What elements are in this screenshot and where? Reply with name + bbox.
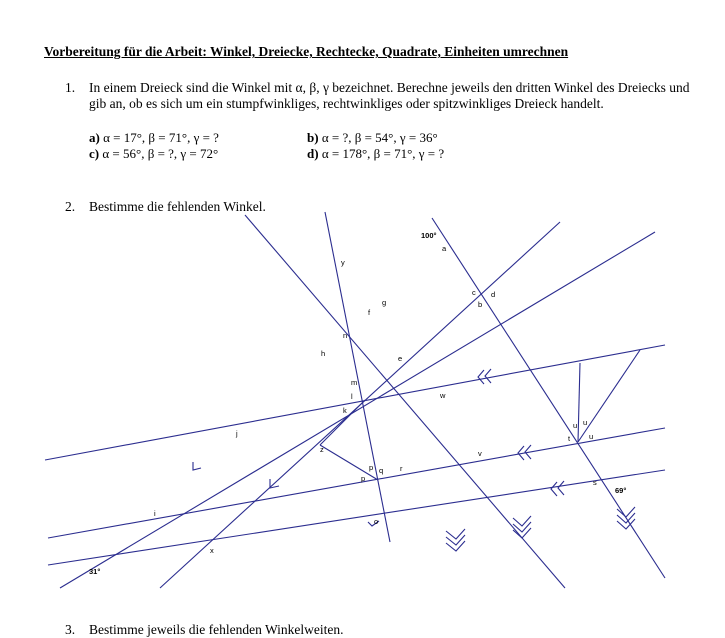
label-z: z <box>320 445 324 454</box>
task-1-item-a-text: α = 17°, β = 71°, γ = ? <box>103 130 219 145</box>
task-2-text: Bestimme die fehlenden Winkel. <box>89 199 266 214</box>
label-l: l <box>351 392 353 401</box>
parallel-marker-7a <box>513 528 531 538</box>
parallel-marker-1a <box>478 370 484 384</box>
near-vertical-line <box>325 212 390 542</box>
label-31deg: 31° <box>89 567 101 576</box>
label-s: s <box>593 478 597 487</box>
parallel-line-2 <box>48 428 665 538</box>
task-2-number: 2. <box>65 199 76 214</box>
label-k: k <box>343 406 347 415</box>
label-b: b <box>478 300 483 309</box>
task-1-item-c-text: α = 56°, β = ?, γ = 72° <box>102 146 219 161</box>
diagonal-line-left <box>60 232 655 588</box>
label-t: t <box>568 434 571 443</box>
label-q: q <box>379 466 384 475</box>
task-1-item-d-text: α = 178°, β = 71°, γ = ? <box>321 146 445 161</box>
segment-u2 <box>578 350 640 442</box>
label-j: j <box>236 429 238 438</box>
label-x: x <box>210 546 214 555</box>
label-a: a <box>442 244 447 253</box>
task-1-item-c-label: c) <box>89 146 100 161</box>
label-d: d <box>491 290 496 299</box>
parallel-line-3 <box>48 470 665 565</box>
parallel-marker-3a <box>551 482 557 496</box>
label-o: o <box>374 517 379 526</box>
diagonal-line-right <box>245 215 565 588</box>
label-v: v <box>478 449 482 458</box>
label-c: c <box>472 288 476 297</box>
label-g: g <box>382 298 387 307</box>
task-1-text: In einem Dreieck sind die Winkel mit α, β, γ bezeichnet. Berechne jeweils den dritten Winkel des Dreiecks und gib an, ob es sich um ein stumpfwinkliges, rechtwinkliges oder spitzwinkliges Dreieck handelt. <box>89 80 690 111</box>
parallel-marker-4 <box>193 462 201 470</box>
task-1-item-d-label: d) <box>307 146 319 161</box>
task-1-number: 1. <box>65 80 76 95</box>
page-title: Vorbereitung für die Arbeit: Winkel, Dreiecke, Rechtecke, Quadrate, Einheiten umrechnen <box>44 44 569 59</box>
label-n: n <box>343 331 348 340</box>
label-u2: u <box>583 418 588 427</box>
label-m: m <box>351 378 358 387</box>
task-3-text: Bestimme jeweils die fehlenden Winkelweiten. <box>89 622 344 637</box>
task-3-number: 3. <box>65 622 76 637</box>
label-e: e <box>398 354 403 363</box>
parallel-marker-6a <box>446 541 465 551</box>
label-u1: u <box>573 421 578 430</box>
segment-u <box>578 363 580 442</box>
parallel-marker-1b <box>485 369 491 383</box>
task-1-item-a-label: a) <box>89 130 100 145</box>
label-r: r <box>400 464 403 473</box>
label-y: y <box>341 258 345 267</box>
label-100deg: 100° <box>421 231 437 240</box>
label-u3: u <box>589 432 594 441</box>
label-f: f <box>368 308 371 317</box>
parallel-marker-3b <box>558 481 564 495</box>
label-w: w <box>440 391 446 400</box>
task-1-item-b-label: b) <box>307 130 319 145</box>
label-69deg: 69° <box>615 486 627 495</box>
label-i: i <box>154 509 156 518</box>
label-p1: p <box>369 463 374 472</box>
label-p2: p <box>361 474 366 483</box>
task-1-item-b-text: α = ?, β = 54°, γ = 36° <box>321 130 438 145</box>
label-h: h <box>321 349 326 358</box>
